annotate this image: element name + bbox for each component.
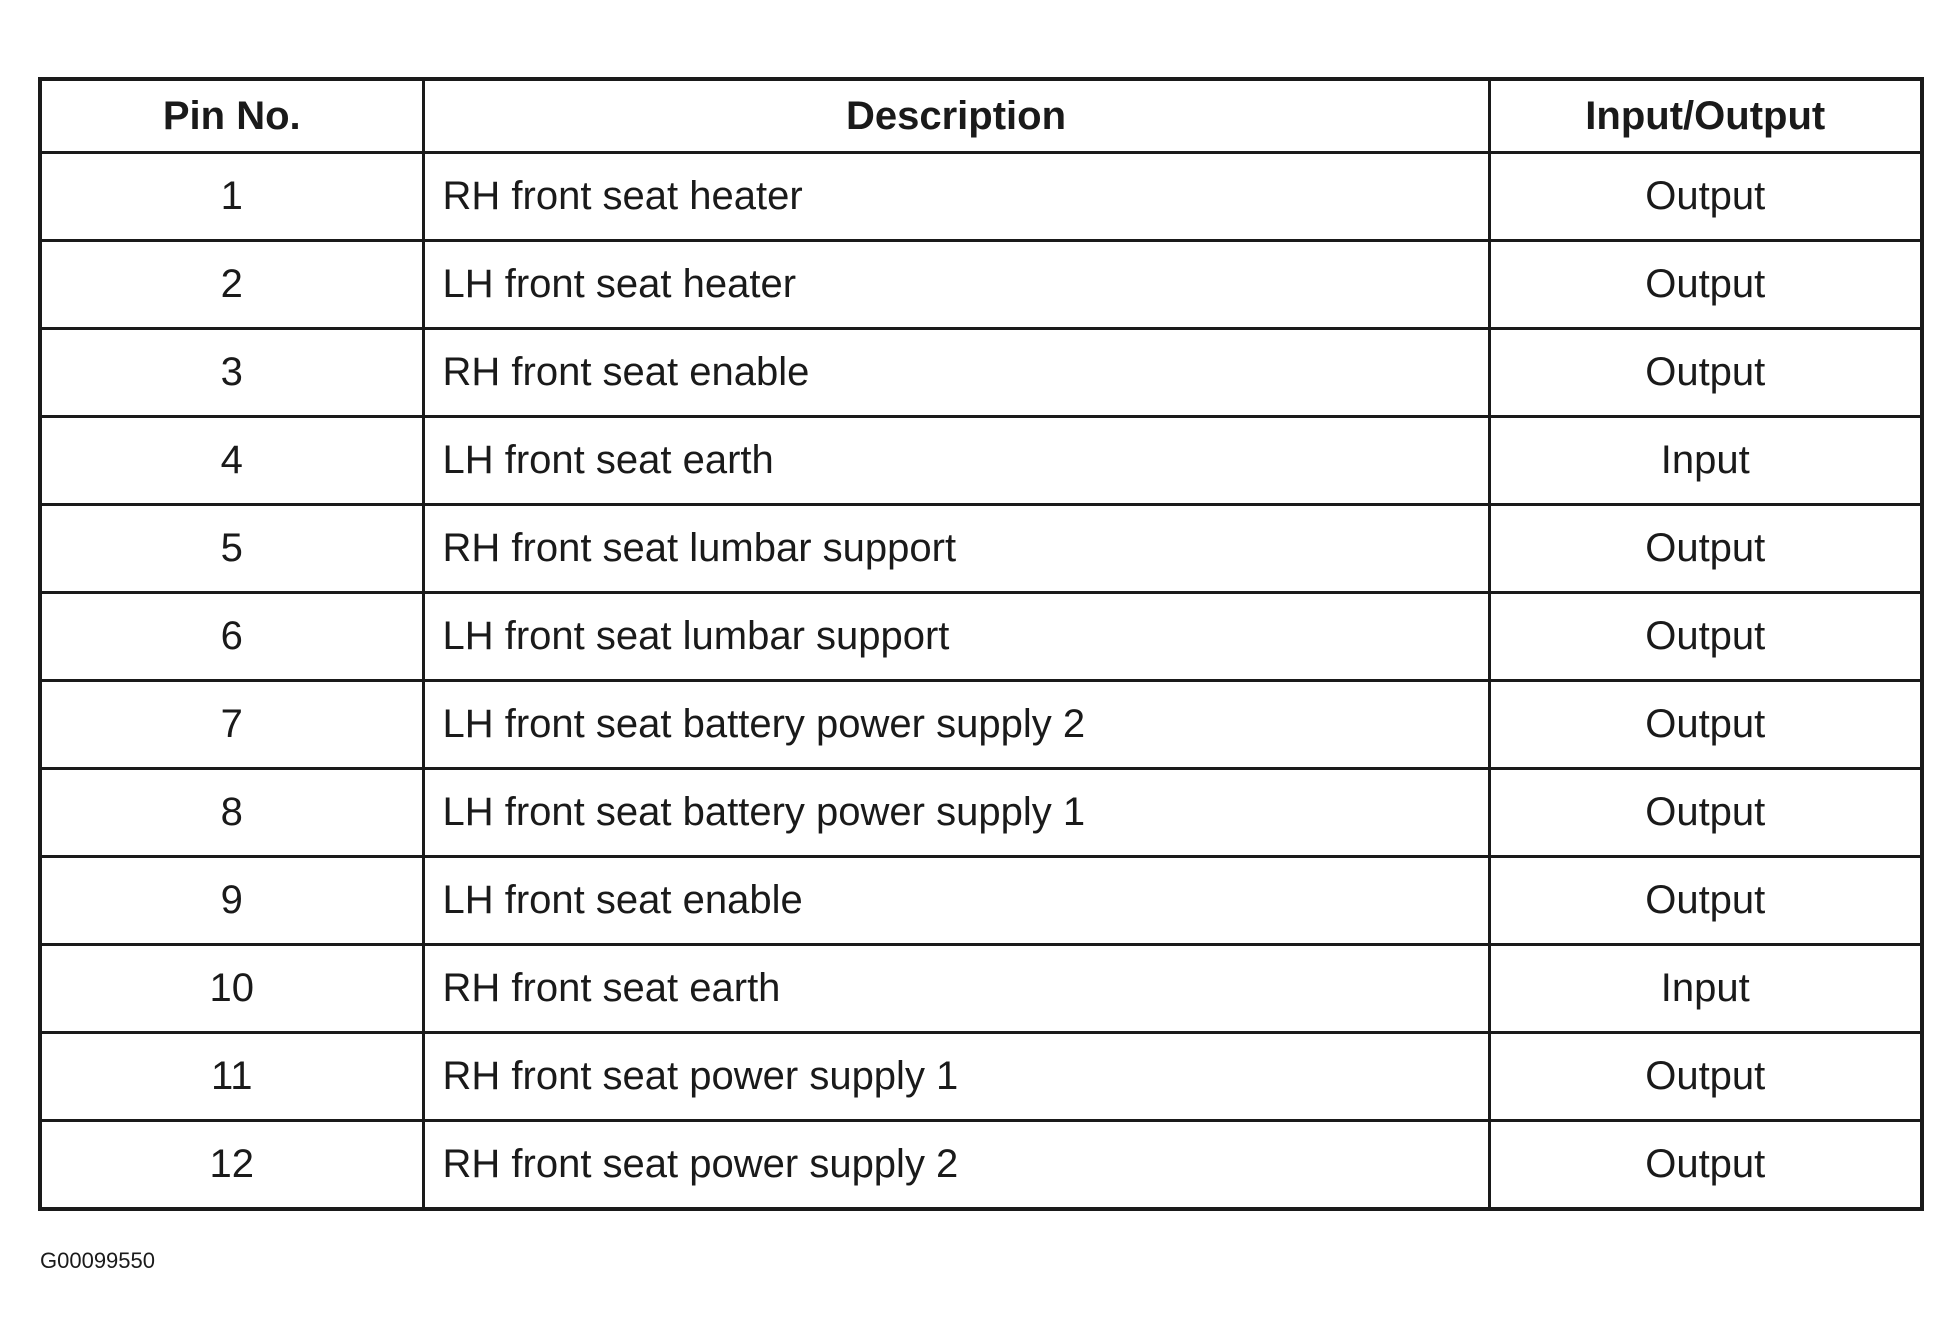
- pin-cell: 5: [40, 505, 423, 593]
- table-row: [40, 241, 1922, 329]
- description-cell: LH front seat earth: [423, 417, 1489, 505]
- table-row: [40, 681, 1922, 769]
- description-cell: RH front seat enable: [423, 329, 1489, 417]
- figure-code: G00099550: [40, 1248, 155, 1273]
- io-cell: Output: [1489, 1121, 1922, 1210]
- pin-cell: 3: [40, 329, 423, 417]
- pin-cell: 8: [40, 769, 423, 857]
- table-row: [40, 505, 1922, 593]
- header-input-output: Input/Output: [1489, 79, 1922, 153]
- header-description: Description: [423, 79, 1489, 153]
- table-row: [40, 769, 1922, 857]
- io-cell: Output: [1489, 857, 1922, 945]
- description-cell: LH front seat battery power supply 2: [423, 681, 1489, 769]
- header-pin-no: Pin No.: [40, 79, 423, 153]
- pin-table: [38, 77, 1924, 1211]
- pin-cell: 2: [40, 241, 423, 329]
- table-row: [40, 417, 1922, 505]
- pin-cell: 9: [40, 857, 423, 945]
- io-cell: Output: [1489, 505, 1922, 593]
- pin-cell: 6: [40, 593, 423, 681]
- description-cell: LH front seat enable: [423, 857, 1489, 945]
- io-cell: Output: [1489, 1033, 1922, 1121]
- io-cell: Output: [1489, 769, 1922, 857]
- table-row: [40, 857, 1922, 945]
- pin-cell: 4: [40, 417, 423, 505]
- pin-cell: 7: [40, 681, 423, 769]
- table-header-row: [40, 79, 1922, 153]
- io-cell: Output: [1489, 153, 1922, 241]
- table-row: [40, 1121, 1922, 1210]
- pin-cell: 1: [40, 153, 423, 241]
- io-cell: Input: [1489, 945, 1922, 1033]
- description-cell: RH front seat earth: [423, 945, 1489, 1033]
- description-cell: RH front seat power supply 2: [423, 1121, 1489, 1210]
- io-cell: Output: [1489, 329, 1922, 417]
- description-cell: LH front seat heater: [423, 241, 1489, 329]
- io-cell: Output: [1489, 681, 1922, 769]
- table-row: [40, 1033, 1922, 1121]
- io-cell: Output: [1489, 593, 1922, 681]
- table-row: [40, 153, 1922, 241]
- description-cell: RH front seat lumbar support: [423, 505, 1489, 593]
- description-cell: LH front seat lumbar support: [423, 593, 1489, 681]
- io-cell: Output: [1489, 241, 1922, 329]
- pin-cell: 10: [40, 945, 423, 1033]
- description-cell: RH front seat power supply 1: [423, 1033, 1489, 1121]
- io-cell: Input: [1489, 417, 1922, 505]
- description-cell: LH front seat battery power supply 1: [423, 769, 1489, 857]
- pin-cell: 12: [40, 1121, 423, 1210]
- description-cell: RH front seat heater: [423, 153, 1489, 241]
- table-row: [40, 329, 1922, 417]
- pin-cell: 11: [40, 1033, 423, 1121]
- table-row: [40, 945, 1922, 1033]
- table-row: [40, 593, 1922, 681]
